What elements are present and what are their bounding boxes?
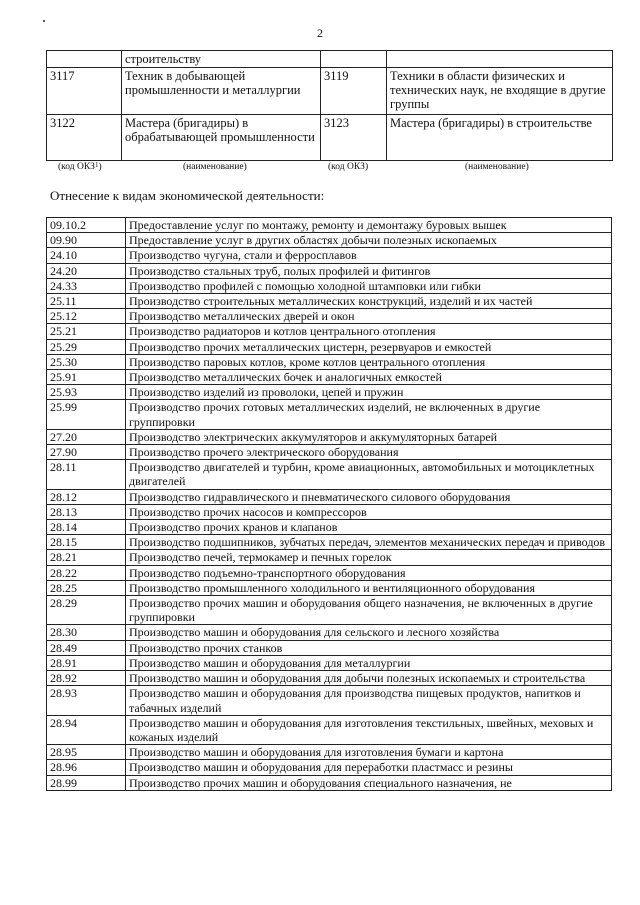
table-row [47, 68, 613, 115]
table-row [47, 385, 612, 400]
okved-name-cell: Производство прочих машин и оборудования общего назначения, не включенных в другие группировки [126, 596, 612, 625]
okved-name-cell: Производство прочих насосов и компрессоров [126, 504, 612, 519]
okved-code-cell: 09.10.2 [47, 218, 126, 233]
okved-code-cell: 25.29 [47, 339, 126, 354]
table-row [47, 263, 612, 278]
okved-code-cell: 28.11 [47, 460, 126, 489]
okved-name-cell: Производство машин и оборудования для изготовления текстильных, швейных, меховых и кожаных изделий [126, 715, 612, 744]
okved-name-cell: Производство металлических дверей и окон [126, 309, 612, 324]
table-row [47, 324, 612, 339]
okved-name-cell: Производство паровых котлов, кроме котлов центрального отопления [126, 354, 612, 369]
caption-name: (наименование) [183, 162, 247, 172]
okved-code-cell: 28.22 [47, 565, 126, 580]
table-row [47, 354, 612, 369]
section-intro: Отнесение к видам экономической деятельности: [50, 188, 325, 203]
okved-code-cell: 28.30 [47, 625, 126, 640]
okved-code-cell: 28.96 [47, 760, 126, 775]
okved-name-cell: Производство изделий из проволоки, цепей и пружин [126, 385, 612, 400]
table-row [47, 278, 612, 293]
table-row [47, 460, 612, 489]
okz-code-cell [321, 51, 387, 68]
okz-name-cell: Техник в добывающей промышленности и металлургии [122, 68, 321, 115]
table-row [47, 445, 612, 460]
okved-code-cell: 28.93 [47, 686, 126, 715]
table-row [47, 565, 612, 580]
okved-name-cell: Производство машин и оборудования для переработки пластмасс и резины [126, 760, 612, 775]
okved-code-cell: 25.99 [47, 400, 126, 429]
okved-name-cell: Производство прочих кранов и клапанов [126, 520, 612, 535]
table-row [47, 580, 612, 595]
okved-name-cell: Предоставление услуг по монтажу, ремонту и демонтажу буровых вышек [126, 218, 612, 233]
okved-code-cell: 28.95 [47, 745, 126, 760]
okved-code-cell: 27.90 [47, 445, 126, 460]
okved-code-cell: 24.33 [47, 278, 126, 293]
okved-code-cell: 28.29 [47, 596, 126, 625]
okved-name-cell: Производство печей, термокамер и печных горелок [126, 550, 612, 565]
caption-name-2: (наименование) [465, 162, 529, 172]
okved-name-cell: Производство машин и оборудования для добычи полезных ископаемых и строительства [126, 671, 612, 686]
okved-code-cell: 28.91 [47, 655, 126, 670]
okved-name-cell: Производство прочего электрического оборудования [126, 445, 612, 460]
okved-code-cell: 25.30 [47, 354, 126, 369]
okved-name-cell: Производство машин и оборудования для производства пищевых продуктов, напитков и табачных изделий [126, 686, 612, 715]
okved-code-cell: 28.14 [47, 520, 126, 535]
okz-table [46, 50, 613, 161]
okved-code-cell: 24.20 [47, 263, 126, 278]
okz-code-cell: 3119 [321, 68, 387, 115]
footnote-mark: 1 [94, 161, 99, 169]
okz-code-cell [47, 51, 122, 68]
okved-code-cell: 27.20 [47, 429, 126, 444]
okved-code-cell: 25.11 [47, 294, 126, 309]
table-row [47, 51, 613, 68]
okved-code-cell: 09.90 [47, 233, 126, 248]
table-row [47, 640, 612, 655]
table-row [47, 218, 612, 233]
table-row [47, 115, 613, 161]
okved-name-cell: Производство прочих металлических цистерн, резервуаров и емкостей [126, 339, 612, 354]
table-row [47, 400, 612, 429]
okved-code-cell: 25.12 [47, 309, 126, 324]
okved-code-cell: 28.92 [47, 671, 126, 686]
okved-name-cell: Производство чугуна, стали и ферросплавов [126, 248, 612, 263]
table-row [47, 339, 612, 354]
okved-name-cell: Производство машин и оборудования для металлургии [126, 655, 612, 670]
table-row [47, 504, 612, 519]
okved-name-cell: Производство прочих готовых металлических изделий, не включенных в другие группировки [126, 400, 612, 429]
okved-name-cell: Производство машин и оборудования для сельского и лесного хозяйства [126, 625, 612, 640]
okved-code-cell: 24.10 [47, 248, 126, 263]
okved-code-cell: 28.99 [47, 775, 126, 790]
table-row [47, 760, 612, 775]
table-row [47, 596, 612, 625]
okved-code-cell: 28.15 [47, 535, 126, 550]
table-row [47, 715, 612, 744]
okved-name-cell: Предоставление услуг в других областях добычи полезных ископаемых [126, 233, 612, 248]
table-row [47, 535, 612, 550]
table-row [47, 745, 612, 760]
caption-code-okz-2: (код ОКЗ) [328, 162, 369, 172]
okz-code-cell: 3117 [47, 68, 122, 115]
table-row [47, 671, 612, 686]
table-row [47, 489, 612, 504]
table-row [47, 370, 612, 385]
okved-table [46, 217, 612, 791]
okved-name-cell: Производство подшипников, зубчатых передач, элементов механических передач и приводов [126, 535, 612, 550]
table-row [47, 686, 612, 715]
table-row [47, 233, 612, 248]
scan-speck [43, 20, 45, 22]
okved-name-cell: Производство профилей с помощью холодной штамповки или гибки [126, 278, 612, 293]
okz-name-cell: строительству [122, 51, 321, 68]
table-row [47, 309, 612, 324]
okved-name-cell: Производство металлических бочек и аналогичных емкостей [126, 370, 612, 385]
okved-name-cell: Производство электрических аккумуляторов и аккумуляторных батарей [126, 429, 612, 444]
okved-name-cell: Производство стальных труб, полых профилей и фитингов [126, 263, 612, 278]
okved-name-cell: Производство прочих станков [126, 640, 612, 655]
okved-name-cell: Производство промышленного холодильного и вентиляционного оборудования [126, 580, 612, 595]
table-row [47, 550, 612, 565]
okved-code-cell: 28.25 [47, 580, 126, 595]
okved-code-cell: 28.49 [47, 640, 126, 655]
okz-name-cell: Мастера (бригадиры) в обрабатывающей промышленности [122, 115, 321, 161]
okved-name-cell: Производство радиаторов и котлов центрального отопления [126, 324, 612, 339]
table-row [47, 625, 612, 640]
okved-code-cell: 28.13 [47, 504, 126, 519]
okved-code-cell: 25.91 [47, 370, 126, 385]
okz-name-cell: Техники в области физических и технических наук, не входящие в другие группы [387, 68, 613, 115]
table-row [47, 655, 612, 670]
okved-code-cell: 28.12 [47, 489, 126, 504]
okz-table-caption [46, 161, 612, 173]
okz-code-cell: 3122 [47, 115, 122, 161]
okved-name-cell: Производство строительных металлических конструкций, изделий и их частей [126, 294, 612, 309]
okz-name-cell [387, 51, 613, 68]
table-row [47, 775, 612, 790]
okz-name-cell: Мастера (бригадиры) в строительстве [387, 115, 613, 161]
okved-code-cell: 28.21 [47, 550, 126, 565]
okved-name-cell: Производство гидравлического и пневматического силового оборудования [126, 489, 612, 504]
caption-code-okz: (код ОКЗ$^1$) [58, 161, 102, 172]
okved-code-cell: 25.21 [47, 324, 126, 339]
table-row [47, 248, 612, 263]
table-row [47, 429, 612, 444]
okved-code-cell: 25.93 [47, 385, 126, 400]
okved-code-cell: 28.94 [47, 715, 126, 744]
okved-name-cell: Производство машин и оборудования для изготовления бумаги и картона [126, 745, 612, 760]
table-row [47, 520, 612, 535]
okved-name-cell: Производство прочих машин и оборудования специального назначения, не [126, 775, 612, 790]
okved-name-cell: Производство подъемно-транспортного оборудования [126, 565, 612, 580]
table-row [47, 294, 612, 309]
okz-code-cell: 3123 [321, 115, 387, 161]
okved-name-cell: Производство двигателей и турбин, кроме авиационных, автомобильных и мотоциклетных двигателей [126, 460, 612, 489]
page-number: 2 [317, 26, 323, 40]
